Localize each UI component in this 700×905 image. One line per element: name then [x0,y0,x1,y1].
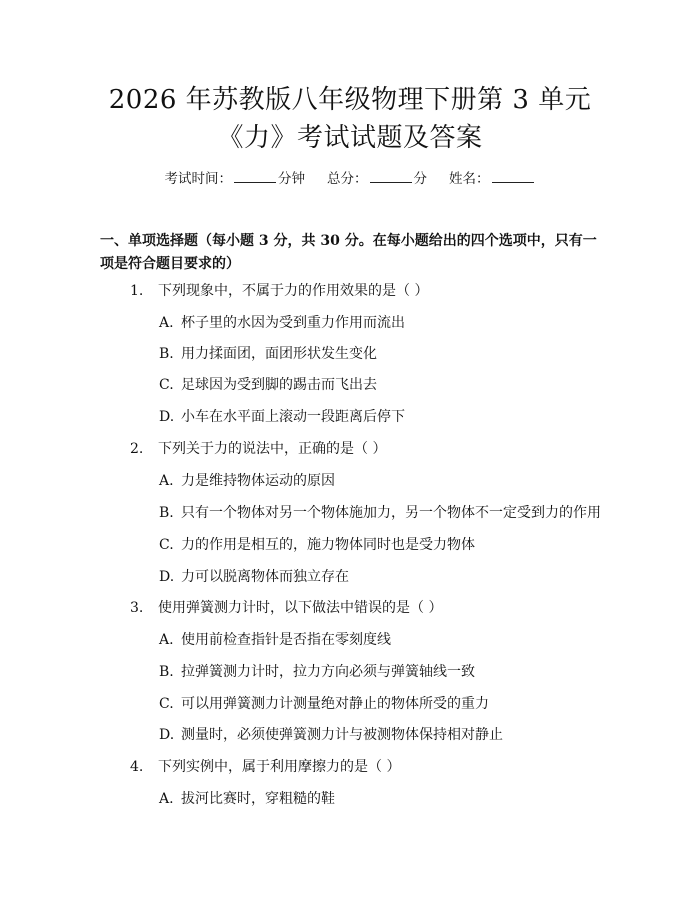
option [159,472,335,490]
option [159,726,503,744]
option-letter: A. [159,632,174,648]
question [130,758,400,776]
question-number: 3. [130,600,144,616]
option [159,504,601,522]
option-letter: D. [159,409,175,425]
question-number: 2. [130,441,144,457]
question-text: 下列现象中，不属于力的作用效果的是（ ） [158,283,429,299]
time-blank [234,170,276,183]
option-letter: D. [159,569,175,585]
option-letter: B. [159,664,174,680]
exam-title-line-1: 2026 年苏教版八年级物理下册第 3 单元 [108,85,592,115]
option-text: 用力揉面团，面团形状发生变化 [181,346,377,362]
option-text: 力是维持物体运动的原因 [181,473,335,489]
option [159,790,335,808]
option [159,314,405,332]
option-letter: B. [159,505,174,521]
time-unit: 分钟 [278,171,305,187]
option [159,695,489,713]
option-text: 足球因为受到脚的踢击而飞出去 [181,377,377,393]
option-text: 测量时，必须使弹簧测力计与被测物体保持相对静止 [181,727,503,743]
question [130,599,442,617]
question [130,440,386,458]
question-text: 下列实例中，属于利用摩擦力的是（ ） [158,759,401,775]
option [159,631,391,649]
question-number: 1. [130,283,144,299]
option-letter: C. [159,696,174,712]
score-unit: 分 [413,171,427,187]
question-text: 使用弹簧测力计时，以下做法中错误的是（ ） [158,600,443,616]
option-text: 力的作用是相互的，施力物体同时也是受力物体 [181,537,475,553]
option-letter: A. [159,473,174,489]
option [159,663,475,681]
option-text: 小车在水平面上滚动一段距离后停下 [181,409,405,425]
question-text: 下列关于力的说法中，正确的是（ ） [158,441,387,457]
question [130,282,428,300]
exam-title-line-2: 《力》考试试题及答案 [217,123,483,153]
option-text: 使用前检查指针是否指在零刻度线 [181,632,391,648]
score-blank [370,170,412,183]
exam-meta [0,170,700,188]
time-label: 考试时间： [164,171,232,187]
option [159,408,405,426]
option-text: 拔河比赛时，穿粗糙的鞋 [181,791,335,807]
question-number: 4. [130,759,144,775]
option-letter: A. [159,791,174,807]
score-label: 总分： [327,171,368,187]
name-label: 姓名： [449,171,490,187]
option-letter: C. [159,377,174,393]
section-heading: 一、单项选择题（每小题 3 分，共 30 分。在每小题给出的四个选项中，只有一项是符合题目要求的） [100,233,597,272]
option-text: 只有一个物体对另一个物体施加力，另一个物体不一定受到力的作用 [181,505,601,521]
option-letter: C. [159,537,174,553]
name-blank [492,170,534,183]
option-text: 力可以脱离物体而独立存在 [181,569,349,585]
option [159,345,377,363]
option-text: 拉弹簧测力计时，拉力方向必须与弹簧轴线一致 [181,664,475,680]
option-letter: D. [159,727,175,743]
option-letter: B. [159,346,174,362]
option [159,536,475,554]
option-letter: A. [159,315,174,331]
option [159,376,377,394]
option-text: 杯子里的水因为受到重力作用而流出 [181,315,405,331]
option [159,568,349,586]
option-text: 可以用弹簧测力计测量绝对静止的物体所受的重力 [181,696,489,712]
